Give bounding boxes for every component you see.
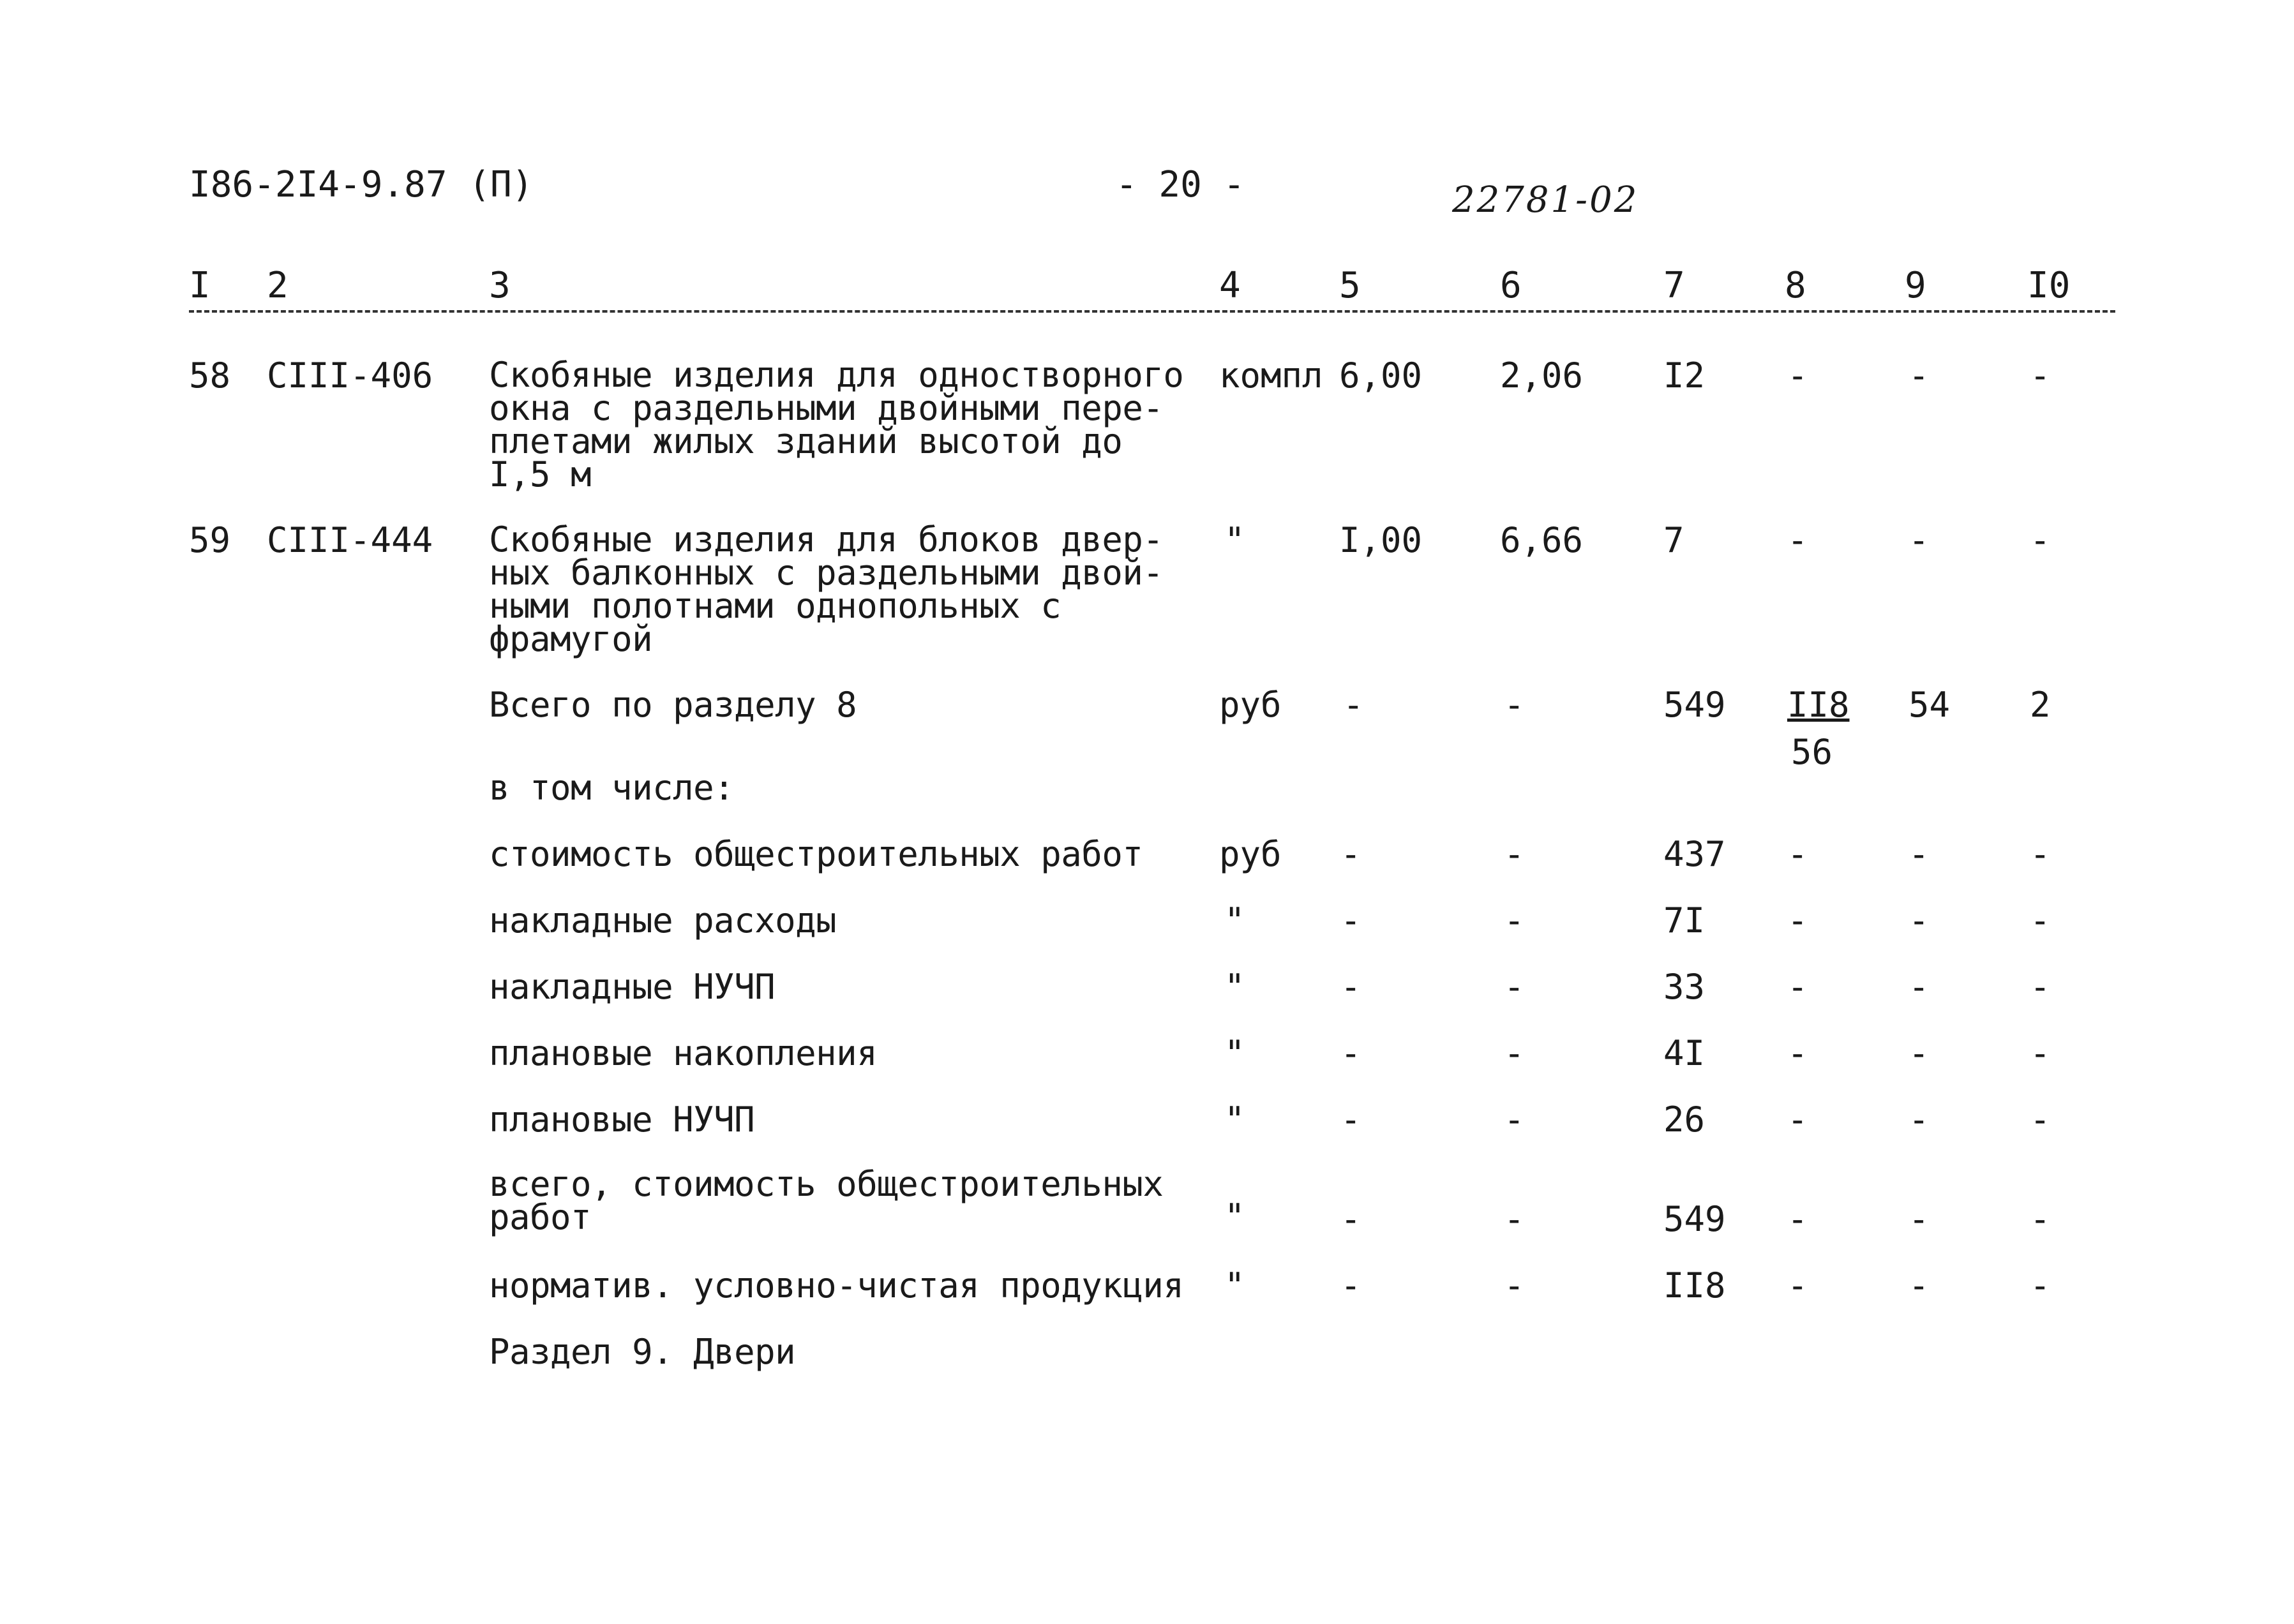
column-number: 7 [1663, 265, 1685, 306]
breakdown-col10: - [2030, 834, 2051, 874]
breakdown-unit: " [1224, 900, 1245, 941]
total-col10: 2 [2030, 685, 2051, 725]
item-col10: - [2030, 520, 2051, 560]
breakdown-col10: - [2030, 1265, 2051, 1306]
breakdown-col5: - [1340, 967, 1361, 1007]
breakdown-col5: - [1340, 1099, 1361, 1140]
breakdown-col6: - [1504, 900, 1525, 941]
item-col10: - [2030, 355, 2051, 396]
including-label: в том числе: [489, 768, 735, 808]
total-col8-top: II8 [1787, 685, 1850, 725]
breakdown-col8: - [1787, 1033, 1808, 1073]
breakdown-col5: - [1340, 1199, 1361, 1239]
row-number: 59 [189, 520, 231, 560]
breakdown-col9: - [1908, 1099, 1930, 1140]
item-unit: компл [1219, 355, 1323, 396]
breakdown-col9: - [1908, 834, 1930, 874]
total-unit: руб [1219, 685, 1282, 725]
breakdown-label: накладные расходы [489, 900, 837, 941]
breakdown-label: стоимость общестроительных работ [489, 834, 1143, 874]
item-col8: - [1787, 520, 1808, 560]
column-number: 5 [1339, 265, 1361, 306]
breakdown-cost: 7I [1663, 900, 1706, 941]
item-cost: 7 [1663, 520, 1684, 560]
breakdown-col10: - [2030, 1099, 2051, 1140]
breakdown-cost: 26 [1663, 1099, 1706, 1140]
item-description: Скобяные изделия для одностворного окна с раздельными двойными пере-плетами жилых зданий высотой до I,5 м [489, 355, 1184, 495]
column-number: 2 [267, 265, 289, 306]
breakdown-col6: - [1504, 834, 1525, 874]
breakdown-col8: - [1787, 967, 1808, 1007]
column-number: I0 [2027, 265, 2071, 306]
breakdown-cost: 549 [1663, 1199, 1726, 1239]
breakdown-unit: " [1224, 1265, 1245, 1306]
breakdown-col5: - [1340, 900, 1361, 941]
breakdown-col8: - [1787, 900, 1808, 941]
row-number: 58 [189, 355, 231, 396]
breakdown-unit: " [1224, 1099, 1245, 1140]
breakdown-cost: 33 [1663, 967, 1706, 1007]
column-number: 6 [1500, 265, 1522, 306]
breakdown-col9: - [1908, 967, 1930, 1007]
breakdown-col10: - [2030, 967, 2051, 1007]
breakdown-col8: - [1787, 834, 1808, 874]
item-description: Скобяные изделия для блоков двер-ных балконных с раздельными двой-ными полотнами однопольных с фрамугой [489, 519, 1164, 659]
column-header-rule [189, 310, 2115, 313]
breakdown-label: всего, стоимость общестроительных работ [489, 1164, 1164, 1237]
breakdown-col5: - [1340, 834, 1361, 874]
section-heading: Раздел 9. Двери [489, 1332, 796, 1372]
breakdown-label: плановые НУЧП [489, 1099, 755, 1140]
breakdown-col6: - [1504, 967, 1525, 1007]
item-price: 2,06 [1500, 355, 1584, 396]
breakdown-label: норматив. условно-чистая продукция [489, 1265, 1184, 1306]
item-code: СIII-444 [267, 520, 433, 560]
column-number: I [189, 265, 211, 306]
breakdown-col10: - [2030, 1199, 2051, 1239]
total-col9: 54 [1908, 685, 1951, 725]
breakdown-cost: II8 [1663, 1265, 1726, 1306]
total-col6: - [1504, 685, 1525, 725]
breakdown-col8: - [1787, 1199, 1808, 1239]
total-label: Всего по разделу 8 [489, 685, 857, 725]
total-cost: 549 [1663, 685, 1726, 725]
breakdown-col6: - [1504, 1099, 1525, 1140]
item-col9: - [1908, 520, 1930, 560]
breakdown-col9: - [1908, 1265, 1930, 1306]
item-cost: I2 [1663, 355, 1706, 396]
breakdown-col9: - [1908, 1199, 1930, 1239]
breakdown-col5: - [1340, 1265, 1361, 1306]
breakdown-cost: 4I [1663, 1033, 1706, 1073]
item-quantity: 6,00 [1339, 355, 1423, 396]
item-col9: - [1908, 355, 1930, 396]
breakdown-col6: - [1504, 1265, 1525, 1306]
breakdown-unit: " [1224, 967, 1245, 1007]
breakdown-col8: - [1787, 1265, 1808, 1306]
breakdown-col10: - [2030, 900, 2051, 941]
handwritten-number: 22781-02 [1452, 179, 1639, 221]
total-col5: - [1343, 685, 1364, 725]
item-col8: - [1787, 355, 1808, 396]
breakdown-col5: - [1340, 1033, 1361, 1073]
breakdown-col10: - [2030, 1033, 2051, 1073]
column-number: 4 [1219, 265, 1241, 306]
breakdown-label: плановые накопления [489, 1033, 878, 1073]
item-price: 6,66 [1500, 520, 1584, 560]
item-code: СIII-406 [267, 355, 433, 396]
item-quantity: I,00 [1339, 520, 1423, 560]
breakdown-col8: - [1787, 1099, 1808, 1140]
breakdown-unit: " [1224, 1033, 1245, 1073]
breakdown-col9: - [1908, 1033, 1930, 1073]
breakdown-label: накладные НУЧП [489, 967, 776, 1007]
breakdown-col6: - [1504, 1033, 1525, 1073]
breakdown-unit: руб [1219, 834, 1282, 874]
page-number: - 20 - [1116, 164, 1245, 205]
breakdown-col6: - [1504, 1199, 1525, 1239]
breakdown-cost: 437 [1663, 834, 1726, 874]
column-number-row [0, 265, 2294, 306]
column-number: 3 [489, 265, 511, 306]
column-number: 9 [1905, 265, 1926, 306]
item-unit: " [1224, 520, 1245, 560]
column-number: 8 [1785, 265, 1806, 306]
breakdown-unit: " [1224, 1196, 1245, 1237]
total-col8-bottom: 56 [1791, 732, 1833, 772]
document-code: I86-2I4-9.87 (П) [189, 164, 534, 205]
breakdown-col9: - [1908, 900, 1930, 941]
